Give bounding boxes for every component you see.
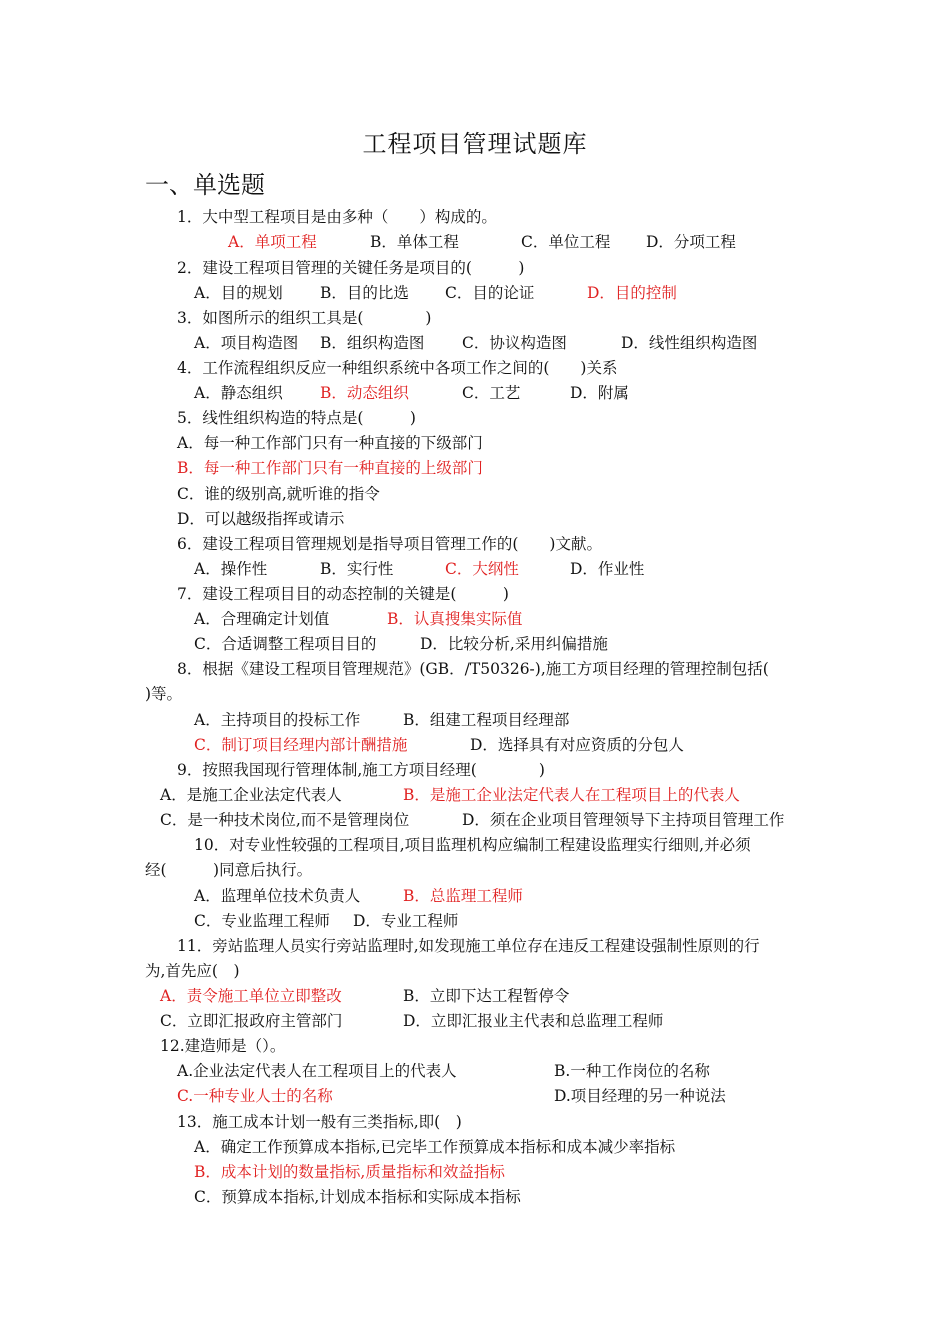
q10-option-d: D．专业工程师 [353,912,459,930]
question-2-stem: 2．建设工程项目管理的关键任务是项目的( ) [177,259,525,277]
q12-option-b: B.一种工作岗位的名称 [554,1062,710,1080]
q11-option-a-answer: A．责令施工单位立即整改 [160,987,342,1005]
q4-option-d: D．附属 [570,384,629,402]
question-1-stem: 1．大中型工程项目是由多种（ ）构成的。 [177,208,497,226]
q3-option-c: C．协议构造图 [462,334,567,352]
q2-option-c: C．目的论证 [445,284,535,302]
q12-option-a: A.企业法定代表人在工程项目上的代表人 [177,1062,457,1080]
question-3-stem: 3．如图所示的组织工具是( ) [177,309,432,327]
question-12-stem: 12.建造师是（）。 [160,1037,286,1055]
q4-option-b-answer: B．动态组织 [320,384,409,402]
q9-option-b-answer: B．是施工企业法定代表人在工程项目上的代表人 [403,786,740,804]
q1-option-c: C．单位工程 [521,233,611,251]
q9-option-c: C．是一种技术岗位,而不是管理岗位 [160,811,410,829]
document-title: 工程项目管理试题库 [362,130,588,158]
q9-option-d: D．须在企业项目管理领导下主持项目管理工作 [462,811,785,829]
q9-option-a: A．是施工企业法定代表人 [160,786,342,804]
q4-option-c: C．工艺 [462,384,521,402]
q10-option-b-answer: B．总监理工程师 [403,887,523,905]
question-10-stem-line1: 10．对专业性较强的工程项目,项目监理机构应编制工程建设监理实行细则,并必须 [194,836,751,854]
question-13-stem: 13．施工成本计划一般有三类指标,即( ) [177,1113,462,1131]
q2-option-d-answer: D．目的控制 [587,284,677,302]
q2-option-a: A．目的规划 [194,284,283,302]
q10-option-c: C．专业监理工程师 [194,912,330,930]
q6-option-b: B．实行性 [320,560,394,578]
q6-option-a: A．操作性 [194,560,268,578]
q7-option-b-answer: B．认真搜集实际值 [387,610,523,628]
q13-option-c: C．预算成本指标,计划成本指标和实际成本指标 [194,1188,521,1206]
question-10-stem-line2: 经( )同意后执行。 [145,861,313,879]
q7-option-d: D．比较分析,采用纠偏措施 [420,635,608,653]
question-11-stem-line1: 11．旁站监理人员实行旁站监理时,如发现施工单位存在违反工程建设强制性原则的行 [177,937,760,955]
q3-option-b: B．组织构造图 [320,334,425,352]
q8-option-c-answer: C．制订项目经理内部计酬措施 [194,736,408,754]
q10-option-a: A．监理单位技术负责人 [194,887,361,905]
q12-option-c-answer: C.一种专业人士的名称 [177,1087,333,1105]
question-5-stem: 5．线性组织构造的特点是( ) [177,409,416,427]
q5-option-b-answer: B．每一种工作部门只有一种直接的上级部门 [177,459,483,477]
q7-option-a: A．合理确定计划值 [194,610,330,628]
q6-option-c-answer: C．大纲性 [445,560,519,578]
q7-option-c: C．合适调整工程项目目的 [194,635,377,653]
question-8-stem-line2: )等。 [145,685,183,703]
q1-option-d: D．分项工程 [646,233,736,251]
q8-option-d: D．选择具有对应资质的分包人 [470,736,684,754]
q5-option-a: A．每一种工作部门只有一种直接的下级部门 [177,434,483,452]
question-4-stem: 4．工作流程组织反应一种组织系统中各项工作之间的( )关系 [177,359,618,377]
q8-option-a: A．主持项目的投标工作 [194,711,361,729]
q3-option-d: D．线性组织构造图 [621,334,758,352]
q13-option-a: A．确定工作预算成本指标,已完毕工作预算成本指标和成本减少率指标 [194,1138,676,1156]
q11-option-c: C．立即汇报政府主管部门 [160,1012,343,1030]
q11-option-b: B．立即下达工程暂停令 [403,987,570,1005]
q4-option-a: A．静态组织 [194,384,283,402]
q1-option-a-answer: A．单项工程 [228,233,317,251]
q5-option-d: D．可以越级指挥或请示 [177,510,345,528]
section-heading: 一、单选题 [145,171,265,199]
question-11-stem-line2: 为,首先应( ) [145,962,240,980]
question-8-stem-line1: 8．根据《建设工程项目管理规范》(GB．/T50326-),施工方项目经理的管理控制包括( [177,660,769,678]
question-9-stem: 9．按照我国现行管理体制,施工方项目经理( ) [177,761,545,779]
q11-option-d: D．立即汇报业主代表和总监理工程师 [403,1012,664,1030]
q2-option-b: B．目的比选 [320,284,409,302]
q12-option-d: D.项目经理的另一种说法 [554,1087,726,1105]
question-6-stem: 6．建设工程项目管理规划是指导项目管理工作的( )文献。 [177,535,602,553]
q5-option-c: C．谁的级别高,就听谁的指令 [177,485,380,503]
q3-option-a: A．项目构造图 [194,334,299,352]
q6-option-d: D．作业性 [570,560,645,578]
q13-option-b-answer: B．成本计划的数量指标,质量指标和效益指标 [194,1163,505,1181]
question-7-stem: 7．建设工程项目目的动态控制的关键是( ) [177,585,509,603]
q1-option-b: B．单体工程 [370,233,459,251]
q8-option-b: B．组建工程项目经理部 [403,711,570,729]
